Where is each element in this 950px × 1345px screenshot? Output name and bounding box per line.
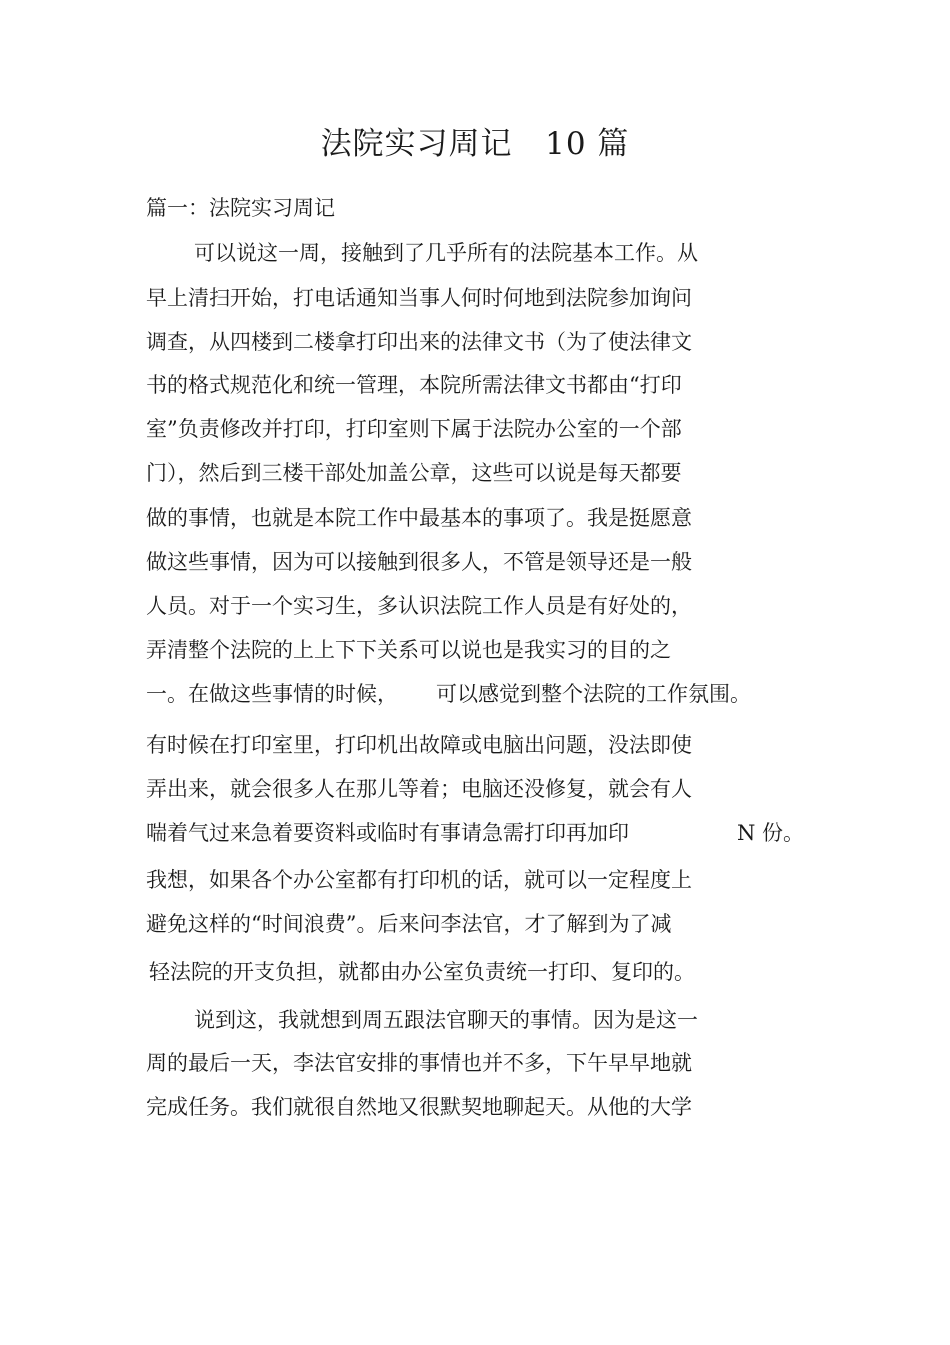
paragraph-line: 早上清扫开始，打电话通知当事人何时何地到法院参加询问 xyxy=(146,286,692,310)
paragraph-line: 可以感觉到整个法院的工作氛围。 xyxy=(436,682,751,706)
paragraph-line: 说到这，我就想到周五跟法官聊天的事情。因为是这一 xyxy=(194,1008,698,1032)
paragraph-line: 完成任务。我们就很自然地又很默契地聊起天。从他的大学 xyxy=(146,1095,692,1119)
paragraph-line: 书的格式规范化和统一管理，本院所需法律文书都由“打印 xyxy=(146,373,682,397)
paragraph-line: 避免这样的“时间浪费”。后来问李法官，才了解到为了减 xyxy=(146,912,672,936)
paragraph-line: 一。在做这些事情的时候， xyxy=(146,682,398,706)
paragraph-line: 弄清整个法院的上上下下关系可以说也是我实习的目的之 xyxy=(146,638,671,662)
paragraph-line: 周的最后一天，李法官安排的事情也并不多，下午早早地就 xyxy=(146,1051,692,1075)
paragraph-line: 室”负责修改并打印，打印室则下属于法院办公室的一个部 xyxy=(146,417,682,441)
paragraph-line: 门），然后到三楼干部处加盖公章，这些可以说是每天都要 xyxy=(146,461,682,485)
paragraph-line: 可以说这一周，接触到了几乎所有的法院基本工作。从 xyxy=(194,241,698,265)
document-title: 法院实习周记 10 篇 xyxy=(320,126,630,162)
paragraph-line: 调查，从四楼到二楼拿打印出来的法律文书（为了使法律文 xyxy=(146,330,692,354)
paragraph-line: 做的事情，也就是本院工作中最基本的事项了。我是挺愿意 xyxy=(146,506,692,530)
section-heading: 篇一：法院实习周记 xyxy=(146,196,335,220)
paragraph-line: N 份。 xyxy=(737,821,805,845)
paragraph-line: 做这些事情，因为可以接触到很多人，不管是领导还是一般 xyxy=(146,550,692,574)
paragraph-line: 轻法院的开支负担，就都由办公室负责统一打印、复印的。 xyxy=(149,960,695,984)
paragraph-line: 有时候在打印室里，打印机出故障或电脑出问题，没法即使 xyxy=(146,733,692,757)
paragraph-line: 喘着气过来急着要资料或临时有事请急需打印再加印 xyxy=(146,821,629,845)
paragraph-line: 弄出来，就会很多人在那儿等着；电脑还没修复，就会有人 xyxy=(146,777,692,801)
paragraph-line: 人员。对于一个实习生，多认识法院工作人员是有好处的， xyxy=(146,594,692,618)
paragraph-line: 我想，如果各个办公室都有打印机的话，就可以一定程度上 xyxy=(146,868,692,892)
